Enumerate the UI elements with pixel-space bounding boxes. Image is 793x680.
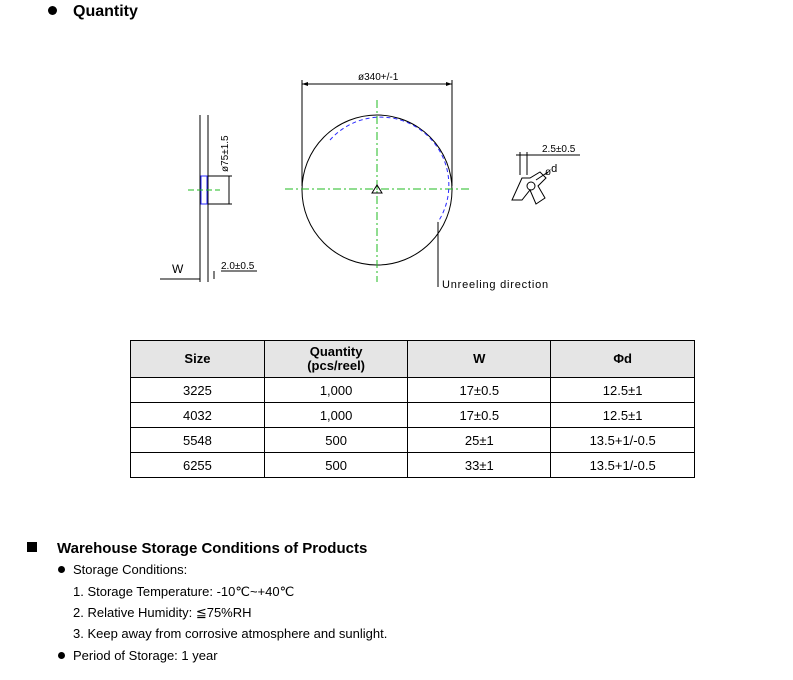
header-quantity: Quantity (pcs/reel) <box>264 341 407 378</box>
d-label: ød <box>545 163 558 178</box>
section-title-quantity: Quantity <box>73 3 138 20</box>
header-size: Size <box>131 341 265 378</box>
square-bullet-icon <box>27 542 37 552</box>
cell-phi-d: 12.5±1 <box>551 378 695 403</box>
slot-dim-label: 2.5±0.5 <box>542 144 576 155</box>
hub-dim-label: ø75±1.5 <box>220 135 231 172</box>
table-row <box>131 428 695 453</box>
unreeling-direction-label: Unreeling direction <box>442 279 549 291</box>
cell-size: 6255 <box>131 453 265 478</box>
reel-front-view <box>285 80 470 287</box>
table-header-row <box>131 341 695 378</box>
storage-item: 3. Keep away from corrosive atmosphere and sunlight. <box>73 626 388 641</box>
cell-w: 17±0.5 <box>408 378 551 403</box>
w-label: W <box>172 262 184 276</box>
cell-size: 4032 <box>131 403 265 428</box>
storage-conditions-label: Storage Conditions: <box>73 562 188 577</box>
cell-phi-d: 12.5±1 <box>551 403 695 428</box>
quantity-table <box>130 340 695 478</box>
cell-w: 17±0.5 <box>408 403 551 428</box>
cell-quantity: 1,000 <box>264 403 407 428</box>
thickness-dim-label: 2.0±0.5 <box>221 261 255 272</box>
reel-drawing <box>0 0 793 300</box>
cell-quantity: 1,000 <box>264 378 407 403</box>
header-w: W <box>408 341 551 378</box>
cell-quantity: 500 <box>264 453 407 478</box>
bullet-icon <box>58 566 65 573</box>
section-title-storage: Warehouse Storage Conditions of Products <box>57 540 368 557</box>
cell-size: 5548 <box>131 428 265 453</box>
storage-period: Period of Storage: 1 year <box>73 648 218 663</box>
storage-item: 2. Relative Humidity: ≦75%RH <box>73 605 252 620</box>
cell-w: 25±1 <box>408 428 551 453</box>
bullet-icon <box>58 652 65 659</box>
cell-quantity: 500 <box>264 428 407 453</box>
cell-size: 3225 <box>131 378 265 403</box>
table-row <box>131 453 695 478</box>
cell-phi-d: 13.5+1/-0.5 <box>551 428 695 453</box>
table-row <box>131 378 695 403</box>
cell-w: 33±1 <box>408 453 551 478</box>
hub-detail <box>512 152 580 204</box>
table-row <box>131 403 695 428</box>
cell-phi-d: 13.5+1/-0.5 <box>551 453 695 478</box>
header-phi-d: Φd <box>551 341 695 378</box>
diameter-dim-label: ø340+/-1 <box>358 72 399 83</box>
reel-side-view <box>160 115 257 282</box>
storage-item: 1. Storage Temperature: -10℃~+40℃ <box>73 584 295 599</box>
